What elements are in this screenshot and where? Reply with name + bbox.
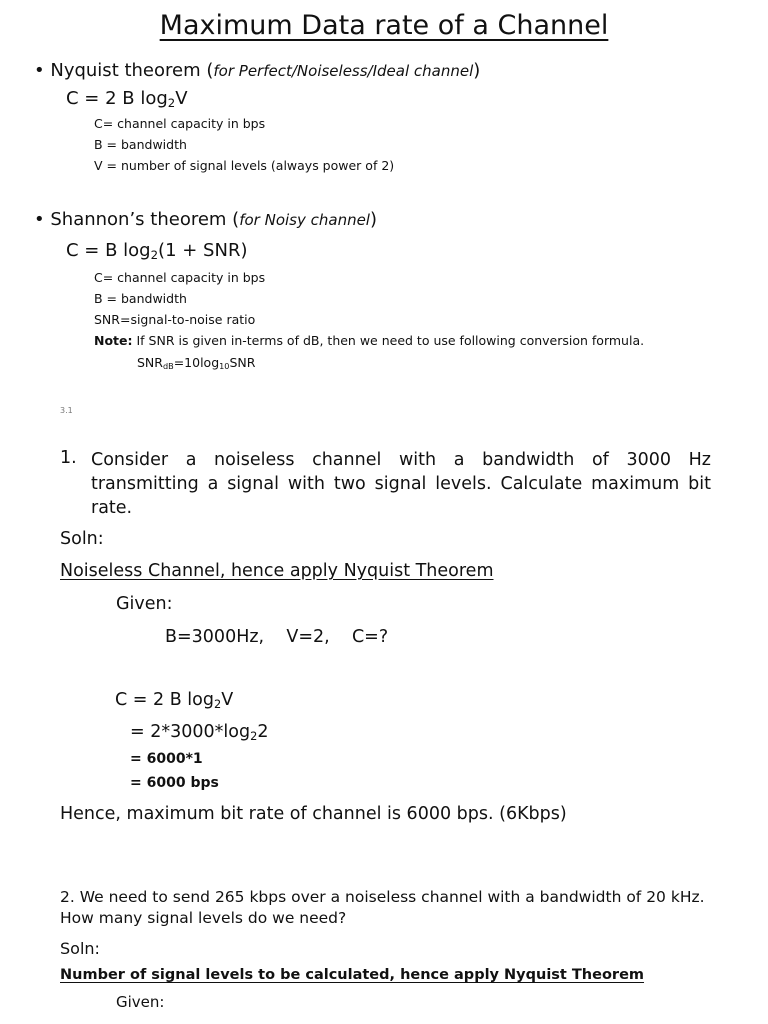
shannon-note (94, 333, 644, 348)
shannon-name: Shannon’s theorem ( (50, 209, 240, 230)
shannon-def: C= channel capacity in bps (94, 270, 266, 285)
nyquist-def: B = bandwidth (94, 137, 187, 152)
conv-sub-b: 10 (219, 361, 230, 372)
nyquist-name: Nyquist theorem ( (50, 60, 214, 81)
q1-step2-sub: 2 (250, 728, 258, 743)
q1-step-4: = 6000 bps (130, 775, 219, 791)
q1-number: 1. (60, 448, 77, 468)
q1-step1-suffix: V (221, 690, 234, 710)
shannon-formula (66, 240, 247, 261)
page-title: Maximum Data rate of a Channel (159, 10, 609, 41)
q1-step-3: = 6000*1 (130, 751, 203, 767)
shannon-def: SNR=signal-to-noise ratio (94, 312, 256, 327)
q1-step2-prefix: = 2*3000*log (130, 722, 251, 742)
q1-conclusion: Hence, maximum bit rate of channel is 6000 bps. (6Kbps) (60, 804, 567, 824)
q2-text: 2. We need to send 265 kbps over a noiseless channel with a bandwidth of 20 kHz. How many signal levels do we need? (60, 888, 705, 927)
bullet-mark: • (34, 60, 45, 81)
nyquist-formula-prefix: C = 2 B log (66, 88, 168, 109)
conv-sub-a: dB (162, 361, 174, 372)
nyquist-close: ) (473, 60, 481, 81)
q1-step1-prefix: C = 2 B log (115, 690, 214, 710)
q1-method: Noiseless Channel, hence apply Nyquist Theorem (60, 561, 494, 581)
shannon-heading (34, 209, 377, 230)
note-label: Note: (94, 333, 133, 348)
q1-given-values: B=3000Hz, V=2, C=? (165, 627, 389, 647)
q1-step2-suffix: 2 (257, 722, 269, 742)
note-text: If SNR is given in-terms of dB, then we need to use following conversion formula. (136, 333, 645, 348)
nyquist-def: C= channel capacity in bps (94, 116, 266, 131)
bullet-mark: • (34, 209, 45, 230)
nyquist-qualifier: for Perfect/Noiseless/Ideal channel (213, 62, 474, 80)
shannon-formula-sub: 2 (150, 247, 159, 262)
nyquist-formula-suffix: V (175, 88, 188, 109)
nyquist-heading (34, 60, 480, 81)
q2-given-label: Given: (116, 993, 165, 1011)
nyquist-formula-sub: 2 (167, 95, 176, 110)
q1-given-label: Given: (116, 594, 173, 614)
nyquist-formula (66, 88, 188, 109)
shannon-formula-suffix: (1 + SNR) (158, 240, 248, 261)
q2-soln-label: Soln: (60, 939, 100, 958)
shannon-formula-prefix: C = B log (66, 240, 151, 261)
conv-b: =10log (173, 355, 220, 370)
q1-step1-sub: 2 (213, 696, 222, 711)
q1-text: Consider a noiseless channel with a bandwidth of 3000 Hz transmitting a signal with two signal levels. Calculate maximum bit rate. (91, 450, 711, 518)
shannon-def: B = bandwidth (94, 291, 187, 306)
conv-a: SNR (137, 355, 163, 370)
q2-method: Number of signal levels to be calculated, hence apply Nyquist Theorem (60, 967, 645, 983)
shannon-close: ) (369, 209, 378, 230)
q1-step-2 (130, 722, 268, 742)
q1-soln-label: Soln: (60, 529, 104, 549)
q1-step-1 (115, 690, 233, 710)
snr-conversion-formula (137, 355, 255, 370)
conv-c: SNR (229, 355, 256, 370)
nyquist-def: V = number of signal levels (always power of 2) (94, 158, 395, 173)
page-marker: 3.1 (60, 406, 73, 415)
shannon-qualifier: for Noisy channel (239, 211, 370, 229)
